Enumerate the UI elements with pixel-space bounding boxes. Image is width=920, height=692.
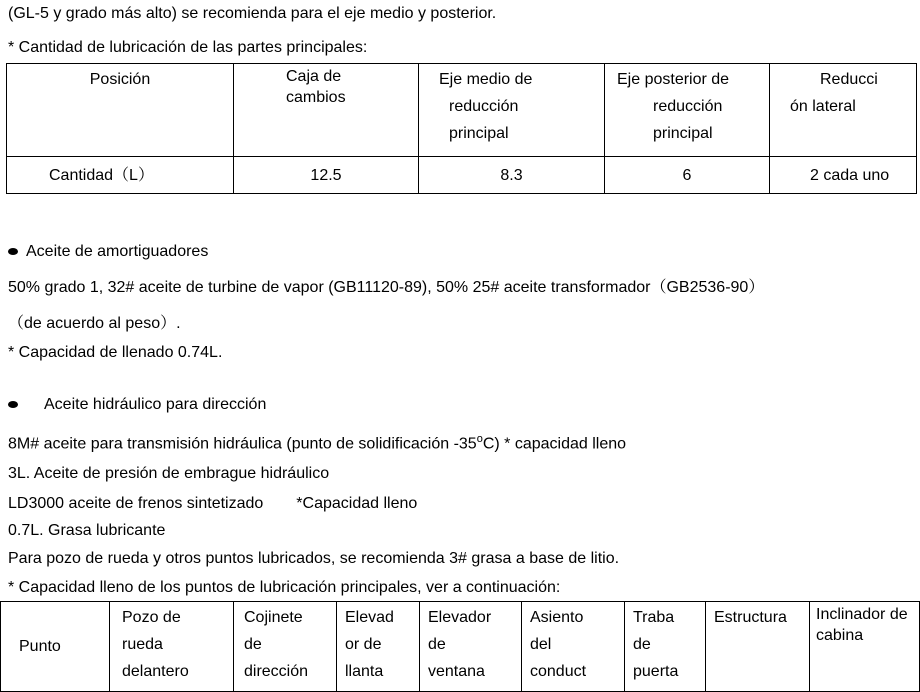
shock-title-line [8, 242, 208, 262]
header-tire-lift-l3: llanta [345, 663, 384, 680]
header-door-lock-l1: Traba [633, 609, 675, 626]
shock-line-3: * Capacidad de llenado 0.74L. [8, 344, 223, 361]
header-front-wheel-l3: delantero [122, 663, 189, 680]
header-mid-axle-l2: reducción [449, 98, 519, 115]
table-header-row [7, 64, 917, 157]
header-door-lock-l3: puerta [633, 663, 679, 680]
shock-title: Aceite de amortiguadores [26, 243, 209, 260]
hydraulic-line-1b: C) * capacidad lleno [482, 435, 627, 453]
header-window-l2: de [428, 636, 446, 653]
header-steering-l1: Cojinete [244, 609, 303, 626]
header-structure: Estructura [714, 609, 787, 626]
lubrication-table [6, 63, 917, 194]
row-label-cell [7, 157, 234, 194]
hydraulic-line-1a: 8M# aceite para transmisión hidráulica (punto de solidificación -35 [8, 435, 477, 453]
header-cell [234, 64, 419, 157]
top-line: (GL-5 y grado más alto) se recomienda para el eje medio y posterior. [8, 5, 497, 22]
value-mid-axle: 8.3 [500, 166, 523, 184]
header-cell [605, 64, 770, 157]
value-rear-axle: 6 [682, 166, 692, 184]
header-lateral-l2: ón lateral [790, 98, 856, 115]
header-cell [522, 602, 625, 692]
header-mid-axle-l3: principal [449, 125, 509, 142]
header-cell [337, 602, 420, 692]
bullet-icon [8, 248, 18, 255]
header-seat-l3: conduct [530, 663, 587, 680]
header-gearbox-l1: Caja de [286, 68, 342, 85]
header-cell [419, 64, 605, 157]
header-cell [810, 602, 920, 692]
hydraulic-line-5: Para pozo de rueda y otros puntos lubricados, se recomienda 3# grasa a base de litio. [8, 550, 620, 567]
header-cell [7, 64, 234, 157]
bullet-icon [8, 401, 18, 408]
header-cell [234, 602, 337, 692]
value-gearbox: 12.5 [310, 166, 342, 184]
header-cell [706, 602, 810, 692]
header-rear-axle-l2: reducción [653, 98, 723, 115]
header-steering-l2: de [244, 636, 262, 653]
row-value-cell [605, 157, 770, 194]
shock-line-2: （de acuerdo al peso）. [8, 315, 181, 332]
row-label: Cantidad（L） [49, 166, 154, 184]
header-window-l3: ventana [428, 663, 485, 680]
header-cell [420, 602, 522, 692]
hydraulic-line-2: 3L. Aceite de presión de embrague hidráulico [8, 465, 330, 482]
header-cab-tilt-l1: Inclinador de [816, 606, 908, 623]
header-cell [110, 602, 234, 692]
hydraulic-line-3a: LD3000 aceite de frenos sintetizado [8, 495, 264, 512]
hydraulic-line-4: 0.7L. Grasa lubricante [8, 522, 166, 539]
hydraulic-title-line [8, 395, 266, 415]
hydraulic-line-3b: *Capacidad lleno [296, 495, 418, 512]
grease-points-table [0, 601, 920, 692]
header-window-l1: Elevador [428, 609, 492, 626]
header-mid-axle-l1: Eje medio de [439, 71, 533, 88]
header-position: Posición [89, 71, 151, 88]
header-point: Punto [19, 638, 61, 655]
header-seat-l2: del [530, 636, 552, 653]
table-header-row [1, 602, 920, 692]
hydraulic-line-6: * Capacidad lleno de los puntos de lubricación principales, ver a continuación: [8, 579, 561, 596]
header-tire-lift-l2: or de [345, 636, 382, 653]
header-tire-lift-l1: Elevad [345, 609, 394, 626]
value-lateral: 2 cada uno [810, 166, 890, 184]
header-seat-l1: Asiento [530, 609, 584, 626]
row-value-cell [234, 157, 419, 194]
header-rear-axle-l3: principal [653, 125, 713, 142]
degree-sup: o [476, 433, 483, 445]
row-value-cell [419, 157, 605, 194]
shock-line-1: 50% grado 1, 32# aceite de turbine de vapor (GB11120-89), 50% 25# aceite transformador（GB2536-90） [8, 279, 765, 296]
table-row [7, 157, 917, 194]
header-steering-l3: dirección [244, 663, 309, 680]
header-lateral-l1: Reducci [820, 71, 878, 88]
hydraulic-title: Aceite hidráulico para dirección [44, 396, 267, 413]
header-front-wheel-l1: Pozo de [122, 609, 181, 626]
hydraulic-line-1 [8, 429, 626, 454]
hydraulic-line-3 [8, 494, 417, 514]
header-cell [770, 64, 917, 157]
header-cab-tilt-l2: cabina [816, 627, 864, 644]
header-door-lock-l2: de [633, 636, 651, 653]
header-cell [1, 602, 110, 692]
lubrication-heading: * Cantidad de lubricación de las partes principales: [8, 39, 368, 56]
row-value-cell [770, 157, 917, 194]
header-rear-axle-l1: Eje posterior de [617, 71, 730, 88]
header-gearbox-l2: cambios [286, 89, 346, 106]
header-cell [625, 602, 706, 692]
header-front-wheel-l2: rueda [122, 636, 163, 653]
